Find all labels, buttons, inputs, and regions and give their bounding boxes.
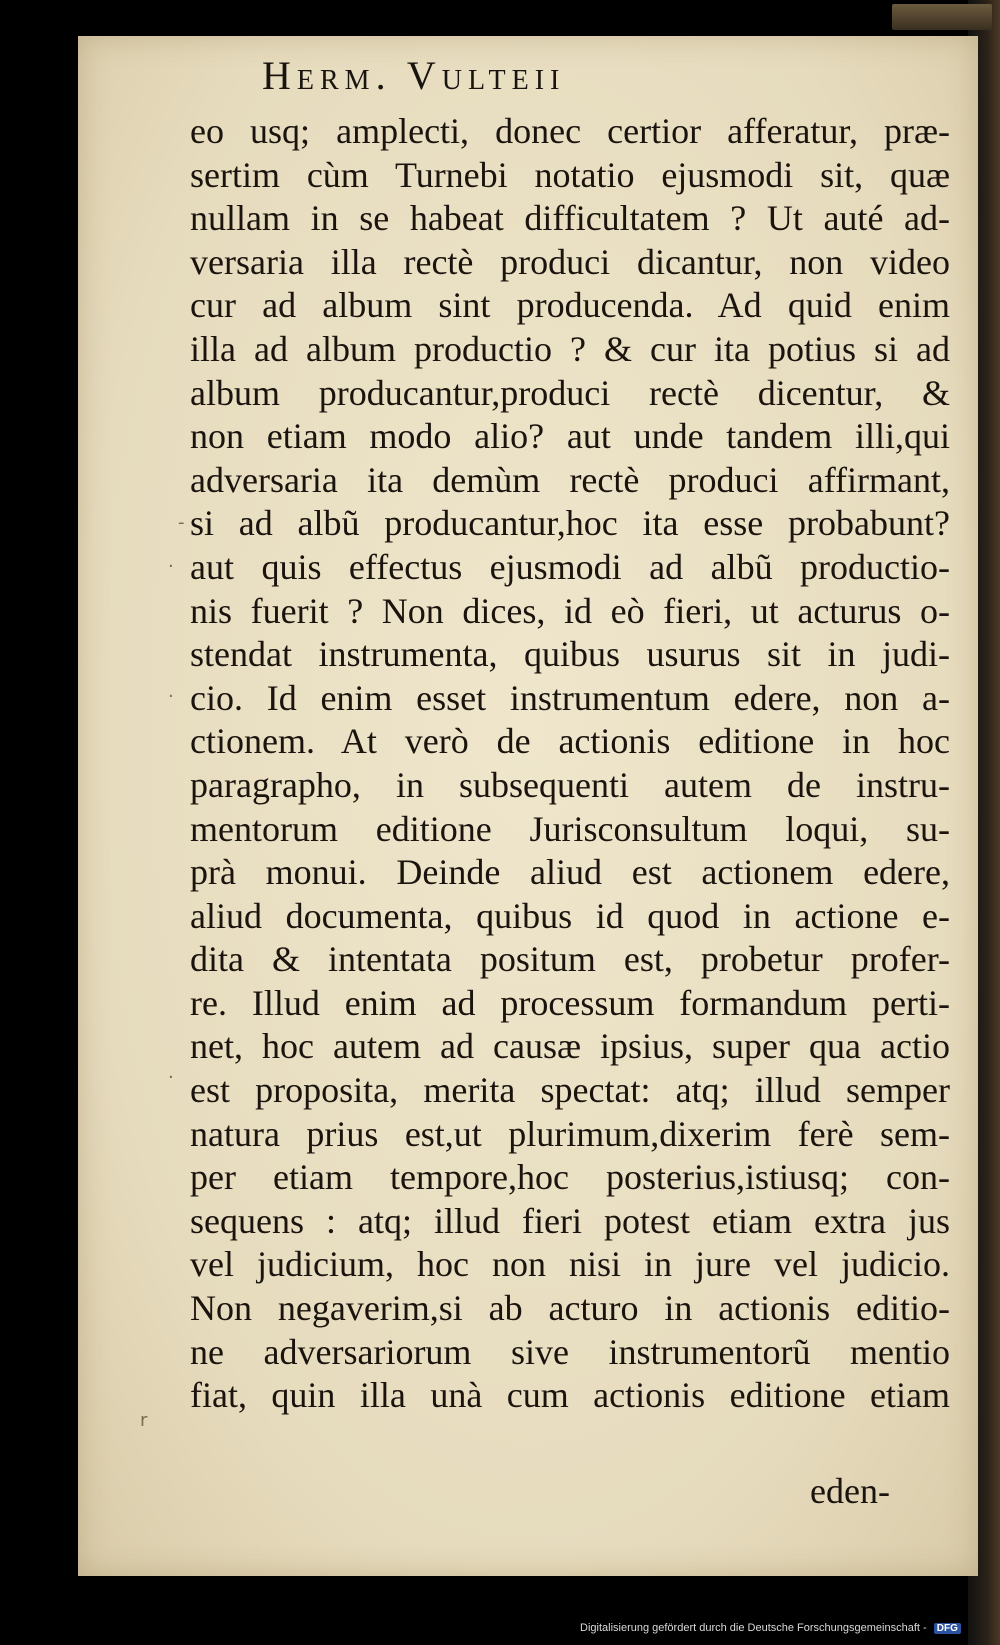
text-line: eo usq; amplecti, donec certior afferatur, præ-	[190, 111, 950, 151]
text-line: est proposita, merita spectat: atq; illud semper	[190, 1070, 950, 1111]
body-text	[190, 110, 950, 1418]
text-line: aliud documenta, quibus id quod in actione e-	[190, 895, 950, 936]
text-line: stendat instrumenta, quibus usurus sit in judi-	[190, 634, 950, 675]
text-line: Non negaverim,si ab acturo in actionis editio-	[190, 1288, 950, 1329]
text-line: cur ad album sint producenda. Ad quid enim	[190, 285, 950, 326]
text-line: ne adversariorum sive instrumentorũ mentio	[190, 1331, 950, 1372]
running-head: Herm. Vulteii	[262, 53, 566, 98]
dfg-logo: DFG	[934, 1623, 961, 1634]
text-line: illa ad album productio ? & cur ita potius si ad	[190, 328, 950, 369]
margin-mark: ·	[168, 1067, 174, 1088]
margin-mark: r	[140, 1410, 148, 1431]
book-clasp	[892, 4, 992, 30]
text-line: dita & intentata positum est, probetur profer-	[190, 939, 950, 980]
text-line: paragrapho, in subsequenti autem de instru-	[190, 764, 950, 805]
text-line: re. Illud enim ad processum formandum perti-	[190, 982, 950, 1023]
text-line: nis fuerit ? Non dices, id eò fieri, ut acturus o-	[190, 590, 950, 631]
text-line: sertim cùm Turnebi notatio ejusmodi sit, quæ	[190, 154, 950, 195]
text-line: non etiam modo alio? aut unde tandem illi,qui	[190, 416, 950, 457]
text-line: natura prius est,ut plurimum,dixerim ferè sem-	[190, 1113, 950, 1154]
text-line: vel judicium, hoc non nisi in jure vel judicio.	[190, 1244, 950, 1285]
digitization-footer	[580, 1622, 961, 1634]
text-line: per etiam tempore,hoc posterius,istiusq; con-	[190, 1157, 950, 1198]
text-line: aut quis effectus ejusmodi ad albũ productio-	[190, 546, 950, 587]
text-line: cio. Id enim esset instrumentum edere, non a-	[190, 677, 950, 718]
text-line: si ad albũ producantur,hoc ita esse probabunt?	[190, 503, 950, 544]
footer-credit: Digitalisierung gefördert durch die Deutsche Forschungsgemeinschaft -	[580, 1622, 927, 1634]
text-line: versaria illa rectè produci dicantur, non video	[190, 241, 950, 282]
text-line: adversaria ita demùm rectè produci affirmant,	[190, 459, 950, 500]
text-line: fiat, quin illa unà cum actionis editione etiam	[190, 1375, 950, 1416]
text-line: prà monui. Deinde aliud est actionem edere,	[190, 852, 950, 893]
margin-mark: ·	[168, 556, 174, 577]
text-line: ctionem. At verò de actionis editione in hoc	[190, 721, 950, 762]
margin-mark: -	[178, 512, 185, 533]
margin-mark: ·	[168, 686, 174, 707]
text-line: net, hoc autem ad causæ ipsius, super qua actio	[190, 1026, 950, 1067]
text-line: sequens : atq; illud fieri potest etiam extra jus	[190, 1200, 950, 1241]
text-line: mentorum editione Jurisconsultum loqui, su-	[190, 808, 950, 849]
text-line: nullam in se habeat difficultatem ? Ut auté ad-	[190, 198, 950, 239]
catchword: eden-	[810, 1471, 890, 1511]
text-line: album producantur,produci rectè dicentur, &	[190, 372, 950, 413]
